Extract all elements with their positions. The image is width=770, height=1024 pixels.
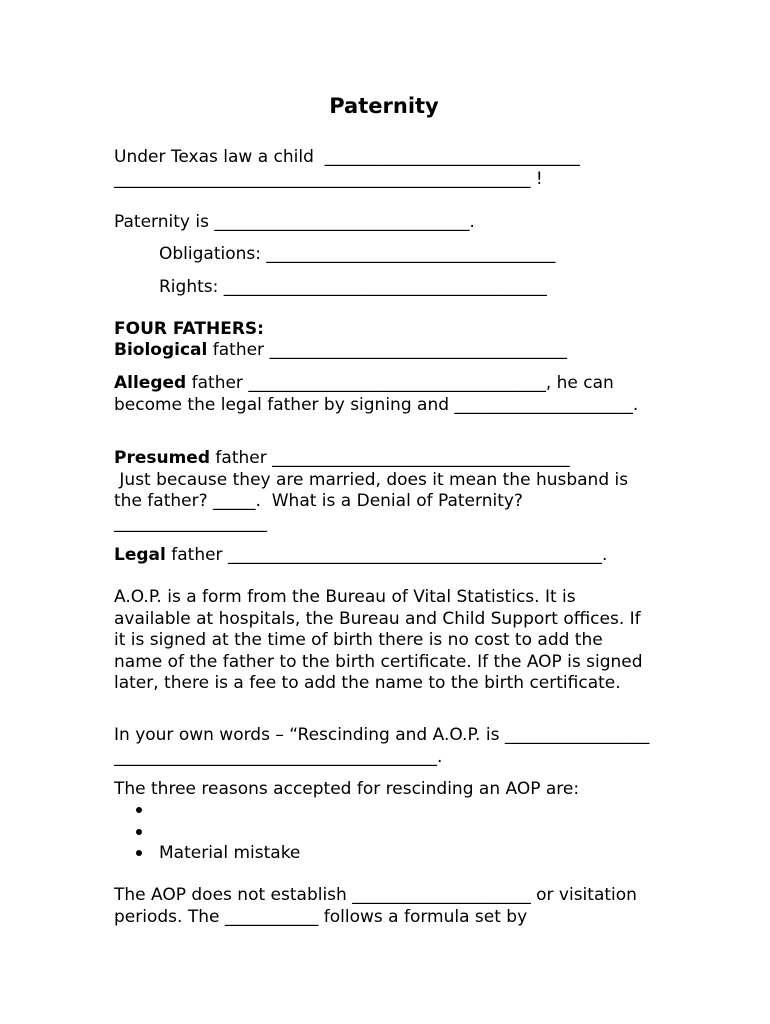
aop-description-paragraph: A.O.P. is a form from the Bureau of Vital Statistics. It is available at hospitals, the Bureau and Child Support offices. If it is signed at the time of birth there is no cost to add the name of the father to the birth certificate. If the AOP is signed later, there is a fee to add the name to the birth certificate. xyxy=(114,587,648,693)
presumed-label: Presumed xyxy=(114,448,211,468)
alleged-father-paragraph xyxy=(114,373,654,416)
obligations-line: Obligations: __________________________________ xyxy=(159,244,556,264)
list-item xyxy=(114,800,300,822)
biological-father-line xyxy=(114,340,654,362)
legal-label: Legal xyxy=(114,545,166,565)
biological-text: father ___________________________________ xyxy=(207,340,567,360)
presumed-text: father ___________________________________ Just because they are married, does it mean the husband is the father? _____. What is a Denial of Paternity? __________________ xyxy=(114,448,629,533)
list-item xyxy=(114,843,300,865)
aop-establish-paragraph: The AOP does not establish _____________________ or visitation periods. The ___________ follows a formula set by xyxy=(114,885,643,927)
alleged-label: Alleged xyxy=(114,373,187,393)
presumed-father-paragraph xyxy=(114,448,654,534)
bullet-icon xyxy=(136,829,142,835)
page-title: Paternity xyxy=(329,94,439,118)
texas-law-line-2: _________________________________________________ ! xyxy=(114,169,543,189)
paternity-is-line: Paternity is ______________________________. xyxy=(114,212,475,232)
bullet-icon xyxy=(136,807,142,813)
legal-text: father ____________________________________________. xyxy=(165,545,608,565)
alleged-text: father ___________________________________, he can become the legal father by signing and _____________________. xyxy=(114,373,639,415)
texas-law-line-1: Under Texas law a child ______________________________ xyxy=(114,147,580,167)
list-item-text: Material mistake xyxy=(159,843,301,863)
reasons-list xyxy=(114,800,300,865)
own-words-paragraph: In your own words – “Rescinding and A.O.P. is _________________ ______________________________________. xyxy=(114,725,655,767)
list-item xyxy=(114,822,300,844)
rights-line: Rights: ______________________________________ xyxy=(159,277,547,297)
bullet-icon xyxy=(136,850,142,856)
four-fathers-heading: FOUR FATHERS: xyxy=(114,319,264,339)
legal-father-line xyxy=(114,545,654,567)
three-reasons-line: The three reasons accepted for rescinding an AOP are: xyxy=(114,779,580,799)
biological-label: Biological xyxy=(114,340,208,360)
